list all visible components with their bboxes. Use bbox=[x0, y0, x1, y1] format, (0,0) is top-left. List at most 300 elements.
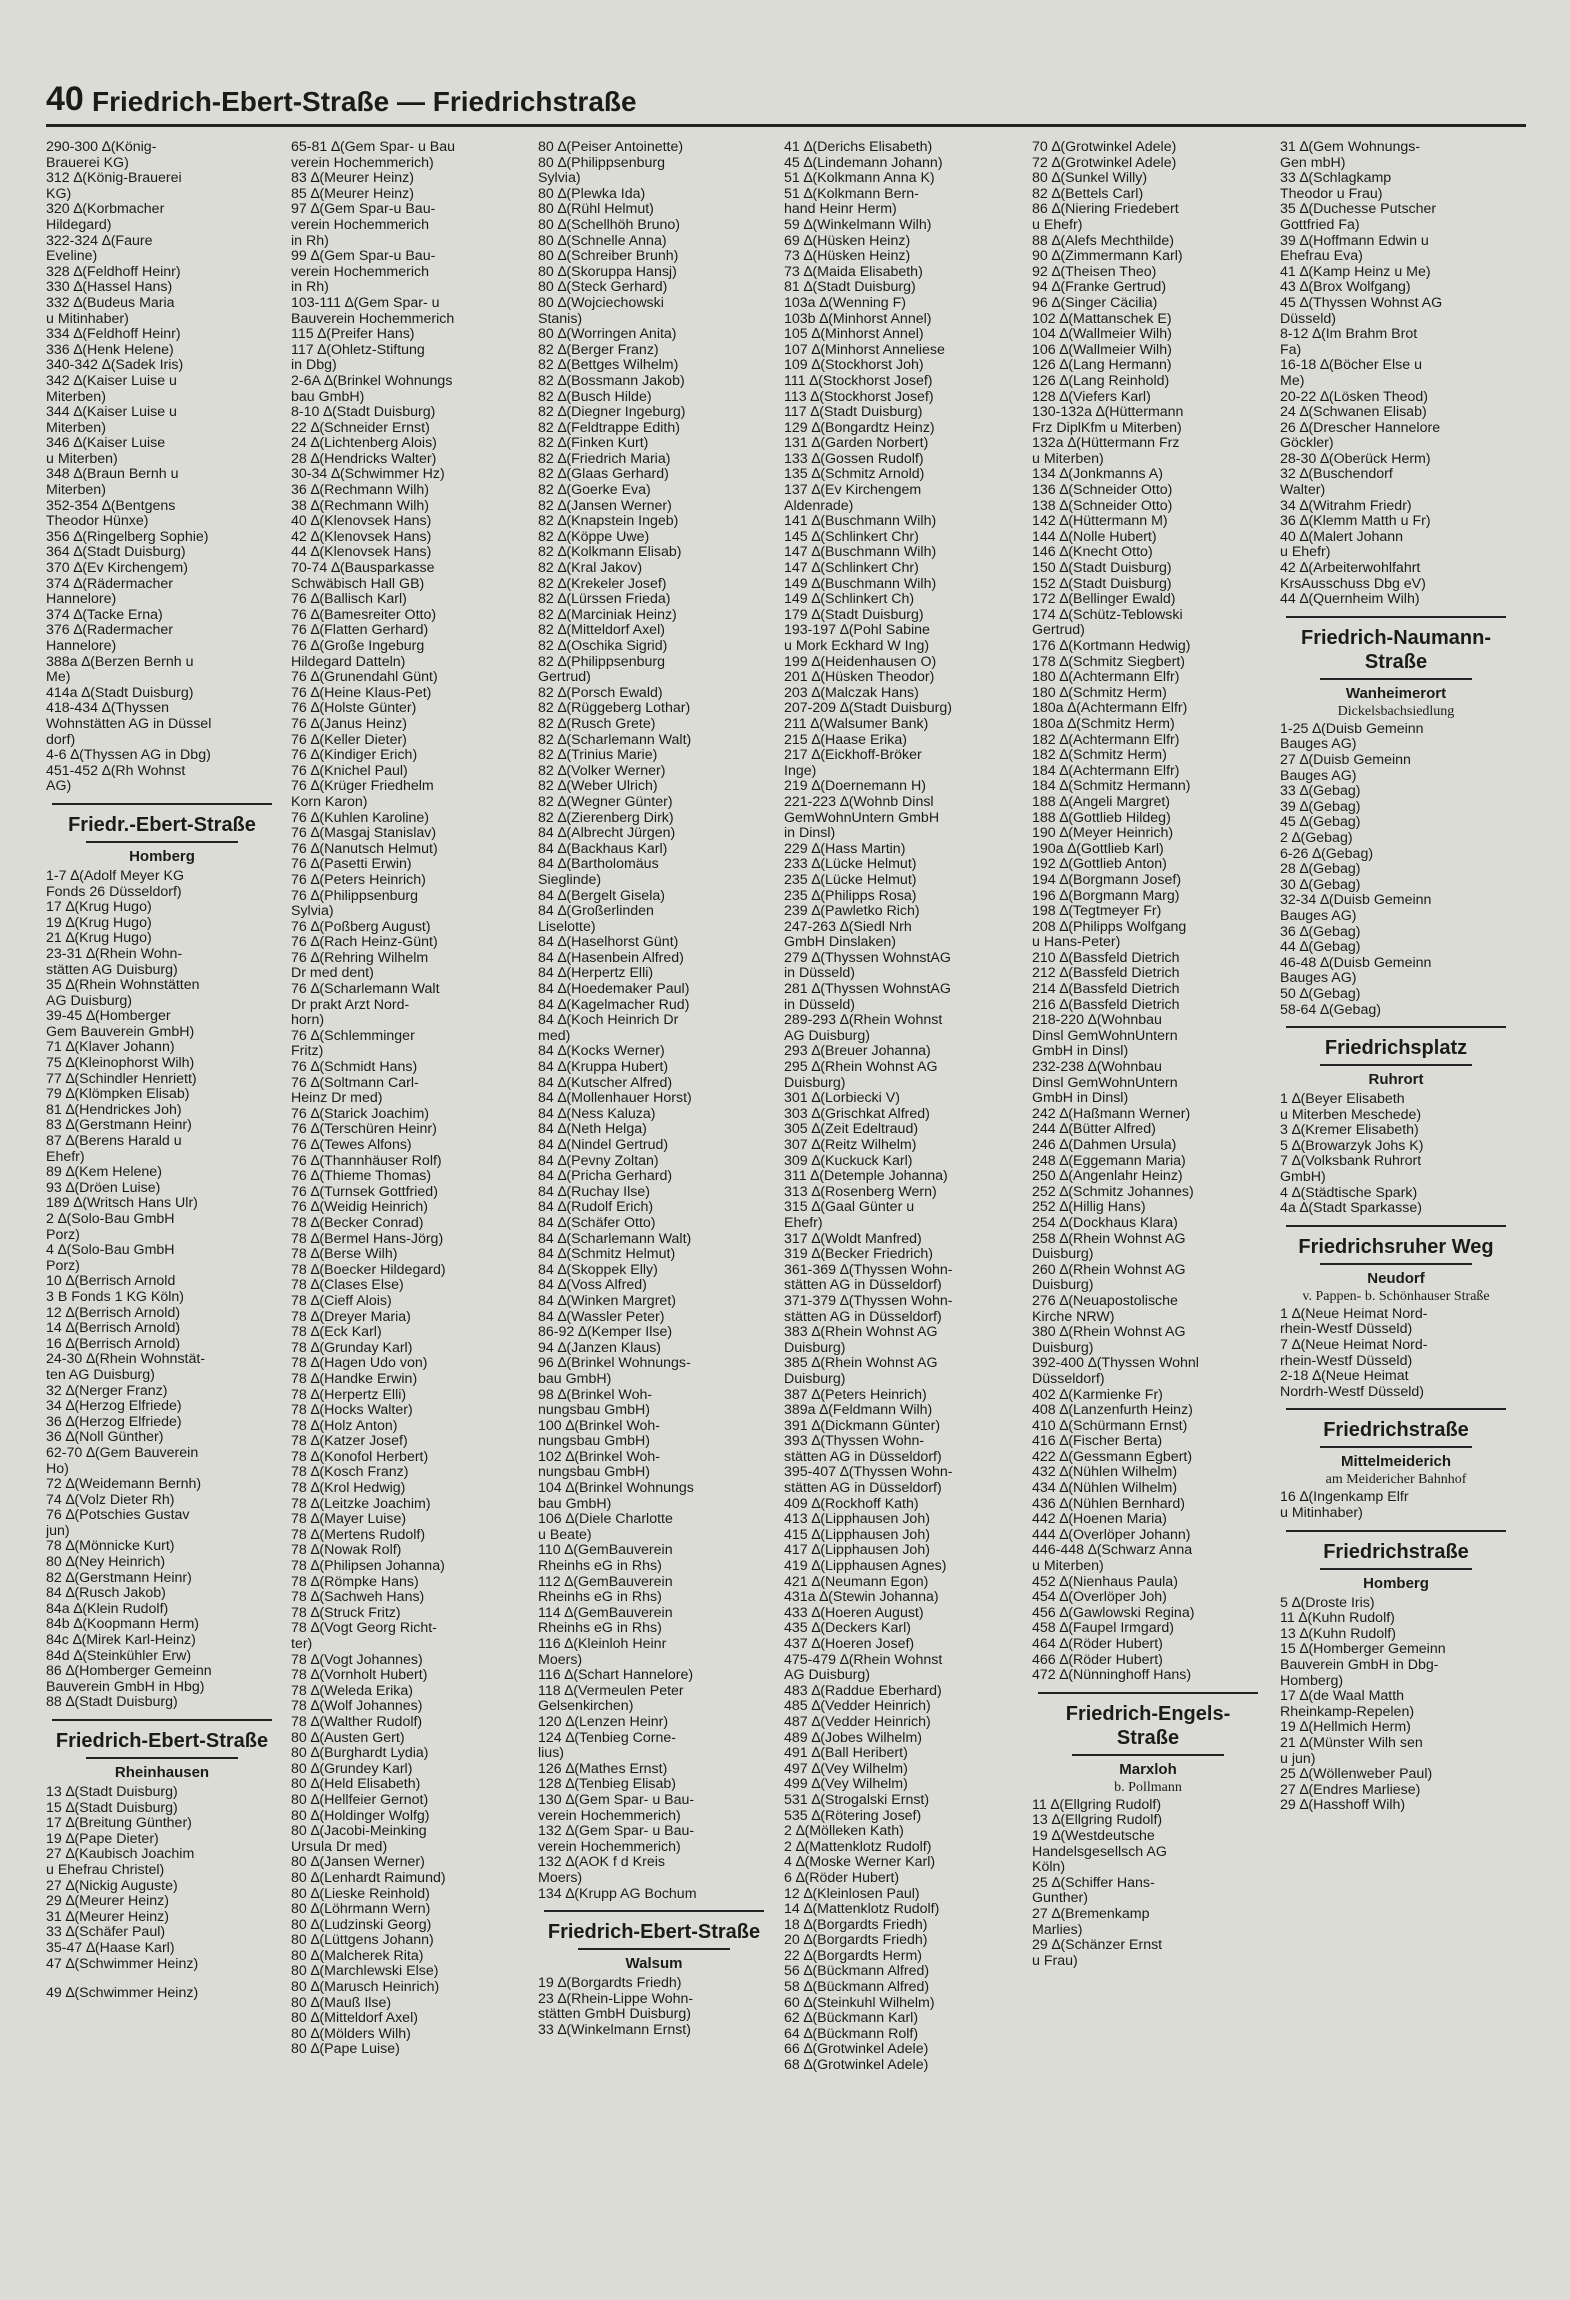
entry-line: 13 ∆(Ellgring Rudolf) bbox=[1032, 1812, 1163, 1829]
entry-line: 499 ∆(Vey Wilhelm) bbox=[784, 1776, 908, 1793]
entry-line: 82 ∆(Kolkmann Elisab) bbox=[538, 544, 682, 561]
entry-line: 70 ∆(Grotwinkel Adele) bbox=[1032, 140, 1177, 155]
entry-line: 293 ∆(Breuer Johanna) bbox=[784, 1043, 931, 1060]
entry-line: 78 ∆(Eck Karl) bbox=[291, 1324, 382, 1341]
entry-line: 86 ∆(Niering Friedebert bbox=[1032, 201, 1179, 218]
entry-line: Liselotte) bbox=[538, 918, 596, 935]
entry-line: 150 ∆(Stadt Duisburg) bbox=[1032, 560, 1172, 577]
entry-line: 5 ∆(Droste Iris) bbox=[1280, 1594, 1375, 1611]
entry-line: in Düsseld) bbox=[784, 996, 855, 1013]
entry-line: 27 ∆(Endres Marliese) bbox=[1280, 1781, 1421, 1798]
entry-line: 84 ∆(Rudolf Erich) bbox=[538, 1199, 654, 1216]
entry-line: 210 ∆(Bassfeld Dietrich bbox=[1032, 949, 1180, 966]
entry-line: 80 ∆(Wojciechowski bbox=[538, 294, 664, 311]
entry-line: 4a ∆(Stadt Sparkasse) bbox=[1280, 1200, 1422, 1217]
entry-line: 82 ∆(Berger Franz) bbox=[538, 341, 659, 358]
entry-line: 348 ∆(Braun Bernh u bbox=[46, 466, 179, 483]
entry-line: Fa) bbox=[1280, 341, 1302, 358]
entry-line: 56 ∆(Bückmann Alfred) bbox=[784, 1963, 930, 1980]
entry-line: 18 ∆(Borgardts Friedh) bbox=[784, 1916, 928, 1933]
entry-line: 4-6 ∆(Thyssen AG in Dbg) bbox=[46, 747, 211, 764]
entry-line: 47 ∆(Schwimmer Heinz) bbox=[46, 1955, 199, 1972]
street-heading bbox=[1280, 1026, 1512, 1090]
entry-line: Gottfried Fa) bbox=[1280, 216, 1360, 233]
entry-line: 247-263 ∆(Siedl Nrh bbox=[784, 918, 912, 935]
entry-line: 66 ∆(Grotwinkel Adele) bbox=[784, 2041, 929, 2058]
entry-line: 389a ∆(Feldmann Wilh) bbox=[784, 1402, 933, 1419]
entry-line: 80 ∆(Austen Gert) bbox=[291, 1729, 405, 1746]
entry-line: 78 ∆(Struck Fritz) bbox=[291, 1604, 401, 1621]
entry-line: 129 ∆(Bongardtz Heinz) bbox=[784, 419, 935, 436]
entry-line: 17 ∆(Breitung Günther) bbox=[46, 1815, 192, 1832]
entry-line: 408 ∆(Lanzenfurth Heinz) bbox=[1032, 1402, 1193, 1419]
entry-line: 42 ∆(Arbeiterwohlfahrt bbox=[1280, 560, 1421, 577]
entry-line: Rheinhs eG in Rhs) bbox=[538, 1558, 662, 1575]
entry-line: Dinsl GemWohnUntern bbox=[1032, 1074, 1178, 1091]
entry-line: u Ehefr) bbox=[1032, 216, 1083, 233]
entry-line: 319 ∆(Becker Friedrich) bbox=[784, 1246, 934, 1263]
entry-line: 208 ∆(Philipps Wolfgang bbox=[1032, 918, 1187, 935]
entry-line: 17 ∆(de Waal Matth bbox=[1280, 1688, 1405, 1705]
entry-line: nungsbau GmbH) bbox=[538, 1433, 650, 1450]
entry-line: 62 ∆(Bückmann Karl) bbox=[784, 2010, 919, 2027]
entry-line: Fonds 26 Düsseldorf) bbox=[46, 883, 182, 900]
entry-line: Handelsgesellsch AG bbox=[1032, 1843, 1167, 1860]
entry-line: 189 ∆(Writsch Hans Ulr) bbox=[46, 1195, 198, 1212]
entry-line: 78 ∆(Vornholt Hubert) bbox=[291, 1667, 428, 1684]
entry-line: 472 ∆(Nünninghoff Hans) bbox=[1032, 1667, 1192, 1684]
entry-line: Brauerei KG) bbox=[46, 154, 129, 171]
entry-line: 62-70 ∆(Gem Bauverein bbox=[46, 1444, 199, 1461]
entry-line: 74 ∆(Volz Dieter Rh) bbox=[46, 1491, 175, 1508]
entry-line: 128 ∆(Viefers Karl) bbox=[1032, 388, 1151, 405]
entry-line: dorf) bbox=[46, 731, 76, 748]
entry-line: 84 ∆(Skoppek Elly) bbox=[538, 1261, 658, 1278]
entry-line: 451-452 ∆(Rh Wohnst bbox=[46, 762, 186, 779]
entry-line: 80 ∆(Holdinger Wolfg) bbox=[291, 1807, 430, 1824]
entry-line: 250 ∆(Angenlahr Heinz) bbox=[1032, 1168, 1183, 1185]
entry-line: 82 ∆(Philippsenburg bbox=[538, 653, 665, 670]
entry-line: Gertrud) bbox=[1032, 622, 1085, 639]
entry-line: 82 ∆(Rusch Grete) bbox=[538, 715, 656, 732]
district-name: Wanheimerort bbox=[1320, 678, 1472, 704]
entry-line: 23 ∆(Rhein-Lippe Wohn- bbox=[538, 1990, 694, 2007]
entry-line: 4 ∆(Solo-Bau GmbH bbox=[46, 1242, 175, 1259]
entry-line: 172 ∆(Bellinger Ewald) bbox=[1032, 591, 1176, 608]
entry-line: 32 ∆(Buschendorf bbox=[1280, 466, 1393, 483]
entry-line: KG) bbox=[46, 185, 72, 202]
entry-line: 80 ∆(Peiser Antoinette) bbox=[538, 140, 684, 155]
entry-line: Rheinhs eG in Rhs) bbox=[538, 1589, 662, 1606]
entry-line: Theodor Hünxe) bbox=[46, 513, 149, 530]
entry-line: 14 ∆(Mattenklotz Rudolf) bbox=[784, 1901, 940, 1918]
entry-line: 303 ∆(Grischkat Alfred) bbox=[784, 1105, 930, 1122]
entry-line: Duisburg) bbox=[1032, 1277, 1094, 1294]
entry-line: 82 ∆(Rüggeberg Lothar) bbox=[538, 700, 691, 717]
entry-line: 27 ∆(Nickig Auguste) bbox=[46, 1877, 178, 1894]
entry-line: 442 ∆(Hoenen Maria) bbox=[1032, 1511, 1167, 1528]
entry-line: 531 ∆(Strogalski Ernst) bbox=[784, 1791, 930, 1808]
entry-line: 82 ∆(Bettges Wilhelm) bbox=[538, 357, 679, 374]
entry-line: 117 ∆(Stadt Duisburg) bbox=[784, 404, 923, 421]
entry-line: 105 ∆(Minhorst Annel) bbox=[784, 326, 924, 343]
entry-line: 180 ∆(Schmitz Herm) bbox=[1032, 684, 1167, 701]
entry-line: 395-407 ∆(Thyssen Wohn- bbox=[784, 1464, 953, 1481]
entry-line: Sylvia) bbox=[291, 903, 334, 920]
street-title: Friedr.-Ebert-Straße bbox=[52, 803, 272, 837]
entry-line: 82 ∆(Kral Jakov) bbox=[538, 560, 643, 577]
entry-line: Moers) bbox=[538, 1869, 583, 1886]
entry-line: 24 ∆(Schwanen Elisab) bbox=[1280, 404, 1427, 421]
entry-line: 30-34 ∆(Schwimmer Hz) bbox=[291, 466, 445, 483]
entry-line: 419 ∆(Lipphausen Agnes) bbox=[784, 1558, 947, 1575]
entry-line: 356 ∆(Ringelberg Sophie) bbox=[46, 528, 209, 545]
entry-line: in Rh) bbox=[291, 279, 329, 296]
street-heading bbox=[1280, 1530, 1512, 1594]
entry-line: Bauges AG) bbox=[1280, 736, 1357, 753]
entry-line: 84 ∆(Voss Alfred) bbox=[538, 1277, 647, 1294]
entry-line: 134 ∆(Krupp AG Bochum bbox=[538, 1885, 697, 1902]
entry-line: 27 ∆(Bremenkamp bbox=[1032, 1905, 1150, 1922]
entry-line: 137 ∆(Ev Kirchengem bbox=[784, 482, 922, 499]
entry-line: 106 ∆(Wallmeier Wilh) bbox=[1032, 341, 1172, 358]
entry-line: 84 ∆(Kagelmacher Rud) bbox=[538, 996, 690, 1013]
entry-line: 16 ∆(Ingenkamp Elfr bbox=[1280, 1489, 1409, 1506]
entry-line: Sieglinde) bbox=[538, 871, 602, 888]
entry-line: Aldenrade) bbox=[784, 497, 854, 514]
entry-line: 454 ∆(Overlöper Joh) bbox=[1032, 1589, 1167, 1606]
entry-line: 31 ∆(Meurer Heinz) bbox=[46, 1908, 170, 1925]
entry-line: Stanis) bbox=[538, 310, 583, 327]
entry-line: 203 ∆(Malczak Hans) bbox=[784, 684, 919, 701]
street-title: Friedrichstraße bbox=[1286, 1530, 1506, 1564]
entry-line: 415 ∆(Lipphausen Joh) bbox=[784, 1526, 930, 1543]
entry-line: 352-354 ∆(Bentgens bbox=[46, 497, 176, 514]
entry-line: Gen mbH) bbox=[1280, 154, 1346, 171]
entry-line: 84d ∆(Steinkühler Erw) bbox=[46, 1647, 192, 1664]
entry-line: 346 ∆(Kaiser Luise bbox=[46, 435, 166, 452]
entry-line: 126 ∆(Lang Hermann) bbox=[1032, 357, 1172, 374]
entry-line: 76 ∆(Janus Heinz) bbox=[291, 715, 407, 732]
entry-line: 50 ∆(Gebag) bbox=[1280, 985, 1361, 1002]
entry-line: verein Hochemmerich bbox=[291, 216, 429, 233]
entry-line: 78 ∆(Becker Conrad) bbox=[291, 1214, 424, 1231]
entry-line: 106 ∆(Diele Charlotte bbox=[538, 1511, 673, 1528]
entry-line: 99 ∆(Gem Spar-u Bau- bbox=[291, 248, 436, 265]
entry-line: 387 ∆(Peters Heinrich) bbox=[784, 1386, 927, 1403]
column-4 bbox=[784, 140, 1016, 2270]
entry-line: 437 ∆(Hoeren Josef) bbox=[784, 1636, 915, 1652]
entry-line: u Miterben) bbox=[46, 450, 118, 467]
entry-line: 76 ∆(Krüger Friedhelm bbox=[291, 778, 434, 795]
entry-line: 5 ∆(Browarzyk Johs K) bbox=[1280, 1137, 1424, 1154]
entry-line: Homberg) bbox=[1280, 1672, 1344, 1689]
entry-line: 78 ∆(Mertens Rudolf) bbox=[291, 1526, 426, 1543]
entry-line: 82 ∆(Mitteldorf Axel) bbox=[538, 622, 665, 639]
street-title: Friedrichsplatz bbox=[1286, 1026, 1506, 1060]
entry-line: 80 ∆(Jacobi-Meinking bbox=[291, 1823, 427, 1840]
entry-line: Miterben) bbox=[46, 388, 106, 405]
entry-line: 2-6A ∆(Brinkel Wohnungs bbox=[291, 372, 453, 389]
street-heading bbox=[46, 1719, 278, 1783]
entry-line: 44 ∆(Quernheim Wilh) bbox=[1280, 591, 1420, 608]
entry-line: Gem Bauverein GmbH) bbox=[46, 1023, 195, 1040]
entry-line: stätten AG in Düsseldorf) bbox=[784, 1308, 942, 1325]
entry-line: 80 ∆(Schnelle Anna) bbox=[538, 232, 667, 249]
entry-line: 22 ∆(Schneider Ernst) bbox=[291, 419, 430, 436]
entry-line: 39 ∆(Hoffmann Edwin u bbox=[1280, 232, 1429, 249]
entry-line: 84 ∆(Kocks Werner) bbox=[538, 1043, 665, 1060]
entry-line: 22 ∆(Borgardts Herm) bbox=[784, 1947, 922, 1964]
entry-line: 80 ∆(Steck Gerhard) bbox=[538, 279, 668, 296]
entry-line: 36 ∆(Herzog Elfriede) bbox=[46, 1413, 182, 1430]
entry-line: nungsbau GmbH) bbox=[538, 1464, 650, 1481]
entry-line: 76 ∆(Weidig Heinrich) bbox=[291, 1199, 428, 1216]
entry-line: 82 ∆(Busch Hilde) bbox=[538, 388, 652, 405]
entry-line: 258 ∆(Rhein Wohnst AG bbox=[1032, 1230, 1186, 1247]
entry-line: 45 ∆(Thyssen Wohnst AG bbox=[1280, 294, 1443, 311]
entry-line: bau GmbH) bbox=[538, 1495, 612, 1512]
entry-line: 212 ∆(Bassfeld Dietrich bbox=[1032, 965, 1180, 982]
entry-line: 82 ∆(Köppe Uwe) bbox=[538, 528, 650, 545]
entry-line: Marlies) bbox=[1032, 1921, 1083, 1938]
entry-line: Düsseld) bbox=[1280, 310, 1336, 327]
entry-line: 88 ∆(Stadt Duisburg) bbox=[46, 1694, 178, 1711]
entry-line: 252 ∆(Hillig Hans) bbox=[1032, 1199, 1146, 1216]
entry-line: 35 ∆(Rhein Wohnstätten bbox=[46, 977, 200, 994]
entry-line: 86 ∆(Homberger Gemeinn bbox=[46, 1663, 212, 1680]
entry-line: 24 ∆(Lichtenberg Alois) bbox=[291, 435, 437, 452]
entry-line: 76 ∆(Kuhlen Karoline) bbox=[291, 809, 430, 826]
district-name: Marxloh bbox=[1072, 1754, 1224, 1780]
entry-line: Gertrud) bbox=[538, 669, 591, 686]
entry-line: 433 ∆(Hoeren August) bbox=[784, 1604, 924, 1621]
entry-line: 84 ∆(Bartholomäus bbox=[538, 856, 659, 873]
entry-line: 84 ∆(Schäfer Otto) bbox=[538, 1214, 656, 1231]
entry-line: u Frau) bbox=[1032, 1952, 1078, 1969]
entry-line: 82 ∆(Scharlemann Walt) bbox=[538, 731, 692, 748]
entry-line: 26 ∆(Drescher Hannelore bbox=[1280, 419, 1441, 436]
entry-line: 80 ∆(Marusch Heinrich) bbox=[291, 1979, 440, 1996]
entry-line: 376 ∆(Radermacher bbox=[46, 622, 173, 639]
entry-line: 79 ∆(Klömpken Elisab) bbox=[46, 1086, 190, 1103]
entry-line: 330 ∆(Hassel Hans) bbox=[46, 279, 173, 296]
entry-line: 188 ∆(Angeli Margret) bbox=[1032, 793, 1171, 810]
entry-line: Ehefrau Eva) bbox=[1280, 248, 1363, 265]
entry-line: 82 ∆(Bettels Carl) bbox=[1032, 185, 1144, 202]
entry-line: 103b ∆(Minhorst Annel) bbox=[784, 310, 932, 327]
entry-line: 103a ∆(Wenning F) bbox=[784, 294, 906, 311]
street-section-note: Dickelsbachsiedlung bbox=[1337, 703, 1455, 719]
entry-line: Walter) bbox=[1280, 482, 1326, 499]
entry-line: Dr prakt Arzt Nord- bbox=[291, 996, 410, 1013]
entry-line: AG Duisburg) bbox=[784, 1027, 870, 1044]
entry-line: 70-74 ∆(Bausparkasse bbox=[291, 560, 435, 577]
entry-line: 98 ∆(Brinkel Woh- bbox=[538, 1386, 653, 1403]
entry-line: Hannelore) bbox=[46, 638, 117, 654]
entry-line: Gunther) bbox=[1032, 1890, 1088, 1907]
entry-line: 78 ∆(Weleda Erika) bbox=[291, 1682, 413, 1699]
entry-line: 1-7 ∆(Adolf Meyer KG bbox=[46, 867, 184, 884]
entry-line: Rheinhs eG in Rhs) bbox=[538, 1620, 662, 1637]
page-number: 40 bbox=[46, 80, 84, 118]
entry-line: 78 ∆(Clases Else) bbox=[291, 1277, 404, 1294]
entry-line: Korn Karon) bbox=[291, 793, 368, 810]
entry-line: 76 ∆(Schlemminger bbox=[291, 1027, 415, 1044]
entry-line: 96 ∆(Brinkel Wohnungs- bbox=[538, 1355, 691, 1372]
entry-line: 82 ∆(Glaas Gerhard) bbox=[538, 466, 669, 483]
entry-line: 93 ∆(Dröen Luise) bbox=[46, 1179, 161, 1196]
street-heading bbox=[1280, 616, 1512, 720]
entry-line: 215 ∆(Haase Erika) bbox=[784, 731, 908, 748]
entry-line: Bauges AG) bbox=[1280, 970, 1357, 987]
entry-line: 135 ∆(Schmitz Arnold) bbox=[784, 466, 925, 483]
entry-line: 76 ∆(Nanutsch Helmut) bbox=[291, 840, 438, 857]
entry-line: 434 ∆(Nühlen Wilhelm) bbox=[1032, 1480, 1178, 1497]
column-3 bbox=[538, 140, 770, 2270]
entry-line: 305 ∆(Zeit Edeltraud) bbox=[784, 1121, 919, 1138]
entry-line: 374 ∆(Tacke Erna) bbox=[46, 606, 163, 623]
entry-line: 78 ∆(Hocks Walter) bbox=[291, 1402, 413, 1419]
entry-line: 80 ∆(Löhrmann Wern) bbox=[291, 1901, 431, 1918]
entry-line: 25 ∆(Schiffer Hans- bbox=[1032, 1874, 1155, 1891]
entry-line: 84 ∆(Winken Margret) bbox=[538, 1292, 676, 1309]
entry-line: Ho) bbox=[46, 1460, 69, 1477]
entry-line: 464 ∆(Röder Hubert) bbox=[1032, 1636, 1163, 1652]
entry-line: 80 ∆(Mitteldorf Axel) bbox=[291, 2010, 418, 2027]
entry-line: 279 ∆(Thyssen WohnstAG bbox=[784, 949, 951, 966]
entry-line: Theodor u Frau) bbox=[1280, 185, 1383, 202]
entry-line: 4 ∆(Moske Werner Karl) bbox=[784, 1854, 936, 1871]
entry-line: 388a ∆(Berzen Bernh u bbox=[46, 653, 194, 670]
entry-line: 489 ∆(Jobes Wilhelm) bbox=[784, 1729, 922, 1746]
column-6 bbox=[1280, 140, 1512, 2270]
entry-line: 92 ∆(Theisen Theo) bbox=[1032, 263, 1157, 280]
entry-line: 78 ∆(Katzer Josef) bbox=[291, 1433, 408, 1450]
entry-line: Ehefr) bbox=[784, 1214, 823, 1231]
entry-line: 80 ∆(Schellhöh Bruno) bbox=[538, 216, 680, 233]
entry-line: 317 ∆(Woldt Manfred) bbox=[784, 1230, 922, 1247]
entry-line: 40 ∆(Malert Johann bbox=[1280, 528, 1404, 545]
entry-line: 409 ∆(Rockhoff Kath) bbox=[784, 1495, 919, 1512]
entry-line: 276 ∆(Neuapostolische bbox=[1032, 1292, 1178, 1309]
street-title: Friedrich-Ebert-Straße bbox=[52, 1719, 272, 1753]
entry-line: 102 ∆(Mattanschek E) bbox=[1032, 310, 1172, 327]
entry-line: 76 ∆(Scharlemann Walt bbox=[291, 981, 440, 998]
entry-line: 535 ∆(Rötering Josef) bbox=[784, 1807, 922, 1824]
entry-line: 76 ∆(Masgaj Stanislav) bbox=[291, 825, 437, 842]
entry-line: 422 ∆(Gessmann Egbert) bbox=[1032, 1448, 1193, 1465]
entry-line: 11 ∆(Kuhn Rudolf) bbox=[1280, 1610, 1395, 1627]
entry-line: Hildegard) bbox=[46, 216, 112, 233]
entry-line: 239 ∆(Pawletko Rich) bbox=[784, 903, 920, 920]
entry-line: 44 ∆(Gebag) bbox=[1280, 939, 1361, 956]
entry-line: 6-26 ∆(Gebag) bbox=[1280, 845, 1374, 862]
entry-line: 254 ∆(Dockhaus Klara) bbox=[1032, 1214, 1178, 1231]
entry-line: 84 ∆(Schmitz Helmut) bbox=[538, 1246, 676, 1263]
entry-line: 235 ∆(Philipps Rosa) bbox=[784, 887, 917, 904]
entry-line: 103-111 ∆(Gem Spar- u bbox=[291, 294, 440, 311]
entry-line: 28 ∆(Hendricks Walter) bbox=[291, 450, 437, 467]
entry-line: Bauges AG) bbox=[1280, 907, 1357, 924]
entry-line: 174 ∆(Schütz-Teblowski bbox=[1032, 606, 1183, 623]
entry-line: 76 ∆(Große Ingeburg bbox=[291, 638, 425, 654]
entry-line: 84 ∆(Wassler Peter) bbox=[538, 1308, 665, 1325]
entry-line: 29 ∆(Hasshoff Wilh) bbox=[1280, 1797, 1406, 1814]
entry-line: 69 ∆(Hüsken Heinz) bbox=[784, 232, 911, 249]
entry-line: Porz) bbox=[46, 1257, 80, 1274]
entry-line: 141 ∆(Buschmann Wilh) bbox=[784, 513, 937, 530]
entry-line: 144 ∆(Nolle Hubert) bbox=[1032, 528, 1157, 545]
entry-line: 322-324 ∆(Faure bbox=[46, 232, 153, 249]
entry-line: 78 ∆(Grunday Karl) bbox=[291, 1339, 413, 1356]
entry-line: 75 ∆(Kleinophorst Wilh) bbox=[46, 1055, 195, 1072]
entry-line: u Miterben Meschede) bbox=[1280, 1106, 1422, 1123]
entry-line: 76 ∆(Pasetti Erwin) bbox=[291, 856, 412, 873]
entry-line: 117 ∆(Ohletz-Stiftung bbox=[291, 341, 425, 358]
entry-line: 487 ∆(Vedder Heinrich) bbox=[784, 1713, 931, 1730]
entry-line: 84 ∆(Mollenhauer Horst) bbox=[538, 1090, 692, 1107]
entry-line: 142 ∆(Hüttermann M) bbox=[1032, 513, 1168, 530]
entry-line: GmbH Dinslaken) bbox=[784, 934, 896, 951]
entry-line: 190 ∆(Meyer Heinrich) bbox=[1032, 825, 1174, 842]
entry-line: 3 ∆(Kremer Elisabeth) bbox=[1280, 1122, 1419, 1139]
entry-line: 80 ∆(Jansen Werner) bbox=[291, 1854, 425, 1871]
entry-line: 313 ∆(Rosenberg Wern) bbox=[784, 1183, 937, 1200]
entry-line: 46-48 ∆(Duisb Gemeinn bbox=[1280, 954, 1432, 971]
entry-line: 7 ∆(Volksbank Ruhrort bbox=[1280, 1153, 1422, 1170]
entry-line: 182 ∆(Schmitz Herm) bbox=[1032, 747, 1167, 764]
entry-line: 76 ∆(Turnsek Gottfried) bbox=[291, 1183, 438, 1200]
entry-line: 35 ∆(Duchesse Putscher bbox=[1280, 201, 1437, 218]
entry-line: 84 ∆(Ness Kaluza) bbox=[538, 1105, 656, 1122]
entry-line: 242 ∆(Haßmann Werner) bbox=[1032, 1105, 1191, 1122]
entry-line: 80 ∆(Lieske Reinhold) bbox=[291, 1885, 430, 1902]
entry-line: Bauges AG) bbox=[1280, 767, 1357, 784]
page-title: Friedrich-Ebert-Straße — Friedrichstraße bbox=[92, 86, 637, 117]
district-name: Neudorf bbox=[1320, 1263, 1472, 1289]
entry-line: 199 ∆(Heidenhausen O) bbox=[784, 653, 937, 670]
entry-line: 76 ∆(Schmidt Hans) bbox=[291, 1059, 418, 1076]
entry-line: 94 ∆(Janzen Klaus) bbox=[538, 1339, 662, 1356]
entry-line: 211 ∆(Walsumer Bank) bbox=[784, 715, 929, 732]
entry-line: 130-132a ∆(Hüttermann bbox=[1032, 404, 1184, 421]
entry-line: 130 ∆(Gem Spar- u Bau- bbox=[538, 1791, 695, 1808]
entry-line: 78 ∆(Kosch Franz) bbox=[291, 1464, 409, 1481]
entry-line: 80 ∆(Philippsenburg bbox=[538, 154, 665, 171]
entry-line: 33 ∆(Schäfer Paul) bbox=[46, 1924, 166, 1941]
entry-line: 96 ∆(Singer Cäcilia) bbox=[1032, 294, 1158, 311]
entry-line: 76 ∆(Tewes Alfons) bbox=[291, 1137, 412, 1153]
street-title: Friedrichsruher Weg bbox=[1286, 1225, 1506, 1259]
entry-line: 179 ∆(Stadt Duisburg) bbox=[784, 606, 924, 623]
entry-line: 309 ∆(Kuckuck Karl) bbox=[784, 1152, 913, 1169]
entry-line: 94 ∆(Franke Gertrud) bbox=[1032, 279, 1167, 296]
entry-line: med) bbox=[538, 1027, 571, 1044]
entry-line: Bauverein GmbH in Dbg- bbox=[1280, 1656, 1439, 1673]
entry-line: 82 ∆(Trinius Marie) bbox=[538, 747, 658, 764]
district-name: Mittelmeiderich bbox=[1320, 1446, 1472, 1472]
entry-line: 80 ∆(Lenhardt Raimund) bbox=[291, 1869, 446, 1886]
entry-line: 76 ∆(Poßberg August) bbox=[291, 918, 431, 935]
entry-line: 58 ∆(Bückmann Alfred) bbox=[784, 1979, 930, 1996]
entry-line: 41 ∆(Kamp Heinz u Me) bbox=[1280, 263, 1431, 280]
entry-line: 80 ∆(Rühl Helmut) bbox=[538, 201, 654, 218]
entry-line: 2 ∆(Mattenklotz Rudolf) bbox=[784, 1838, 932, 1855]
entry-line: 374 ∆(Rädermacher bbox=[46, 575, 173, 592]
entry-line: 76 ∆(Kindiger Erich) bbox=[291, 747, 418, 764]
entry-line: 290-300 ∆(König- bbox=[46, 140, 157, 155]
